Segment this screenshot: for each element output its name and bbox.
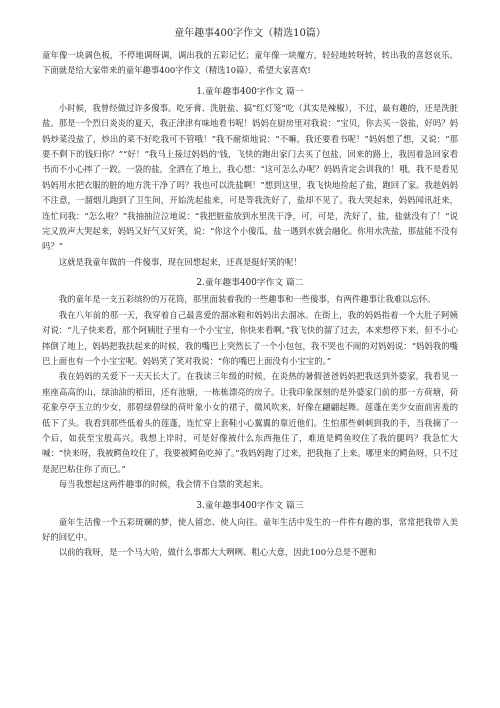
section-paragraph: 童年生活像一个五彩斑斓的梦，使人留恋、使人向往。童年生活中发生的一件件有趣的事，常常把我带入美好的回忆中。 — [42, 516, 458, 542]
section-paragraph: 我在八年前的那一天，我穿着自己最喜爱的溜冰鞋和妈妈出去溜冰。在街上，我的妈妈指着一个大肚子阿姨对说：“儿子快来看，那个阿姨肚子里有一个小宝宝，你快来看啊。”我飞快的溜了过去，本来想停下来，但不小心摔倒了地上，妈妈把我扶起来的时候，我的嘴巴上突然长了一个小包包，我不哭也不闹的对妈妈说：“妈妈我的嘴巴上面也有一个小宝宝呢。妈妈笑了笑对我说：“你的嘴巴上面没有小宝宝的。” — [42, 309, 458, 366]
section-paragraph: 以前的我呀，是一个马大哈，做什么事都大大咧咧、粗心大意，因此100分总是不愿和 — [58, 547, 377, 558]
intro-paragraph: 童年像一块调色板，不停地调呀调，调出我的五彩记忆；童年像一块魔方，轻轻地转呀转，转出我的喜怒哀乐。下面就是给大家带来的童年趣事400字作文（精选10篇），希望大家喜欢! — [42, 50, 458, 76]
section-paragraph: 这就是我童年做的一件傻事，现在回想起来，还真是挺好笑的呢！ — [58, 256, 302, 267]
section-heading: 2.童年趣事400字作文 篇二 — [196, 278, 304, 289]
section-paragraph: 我的童年是一支五彩缤纷的万花筒，那里面装着我的一些趣事和一些傻事，有两件趣事让我难以忘怀。 — [58, 294, 436, 305]
section-paragraph: 小时候，我曾经做过许多傻事。吃牙膏、洗脏盐、搞“红灯笼”吃（其实是辣椒），不过，最有趣的，还是洗脏盐。那是一个烈日炎炎的夏天，我正津津有味地看书呢！妈妈在厨房里对我说：“宝贝，你去买一袋盐，好吗？妈妈炒菜没盐了，炒出的菜不好吃我可不管哦！”我不耐烦地说：“不嘛，我还要看书呢！”妈妈想了想，又说：“那要不剩下的钱归你？”“好！”我马上接过妈妈的'钱，飞快的跑出家门去买了包盐，回来的路上，我因着急回家看书而不小心摔了一跤。一袋的盐，全洒在了地上，我心想：“这可怎么办呢？妈妈肯定会训我的！哦，我不是看见妈妈用水把衣服的脏的地方洗干净了吗？我也可以洗盐啊！”想到这里，我飞快地捡起了盐，跑回了家。我趁妈妈不注意，一溜烟儿跑到了卫生间，开始洗起盐来，可是等我洗好了，盐却不见了。我大哭起来，妈妈闻讯赶来，连忙问我：“怎么啦？”我抽抽泣泣地说：“我把脏盐放到水里洗干净，可，可是，洗好了，盐，盐就没有了！”说完又放声大哭起来，妈妈又好气又好笑，说：“你这个小傻瓜，盐一遇到水就会融化。你用水洗盐，那盐能不没有吗？” — [42, 102, 458, 252]
section-paragraph: 我在妈妈的关爱下一天天长大了。在我读三年级的时候，在炎热的暑假爸爸妈妈把我送到外婆家，我看见一座座高高的山，绿油油的稻田，还有池塘，一栋栋漂亮的房子。让我印象深刻的是外婆家门前的那一方荷塘，荷花象亭亭玉立的少女，那碧绿碧绿的荷叶象小女的裙子，微风吹来，好像在翩翩起舞。莲蓬在美少女面前害羞的低下了头。我看到那些低着头的莲蓬，连忙穿上套鞋小心翼翼的靠近他们。生怕那些刺刺到我的手，当我摘了一个后，如获至宝般高兴。我想上岸时，可是好像被什么东西拖住了，难道是鳄鱼咬住了我的腿吗？我急忙大喊：“快来呀，我被鳄鱼咬住了，我要被鳄鱼吃掉了。”我妈妈跑了过来，把我拖了上来。哪里来的鳄鱼呀，只不过是泥巴粘住你了而已。” — [42, 371, 458, 474]
document-title: 童年趣事400字作文（精选10篇） — [174, 28, 326, 39]
section-heading: 1.童年趣事400字作文 篇一 — [196, 86, 304, 97]
section-heading: 3.童年趣事400字作文 篇三 — [196, 500, 304, 511]
section-1 — [42, 85, 458, 270]
section-paragraph: 每当我想起这两件趣事的时候，我会情不自禁的笑起来。 — [58, 479, 269, 490]
section-3 — [42, 499, 458, 561]
section-2 — [42, 276, 458, 492]
